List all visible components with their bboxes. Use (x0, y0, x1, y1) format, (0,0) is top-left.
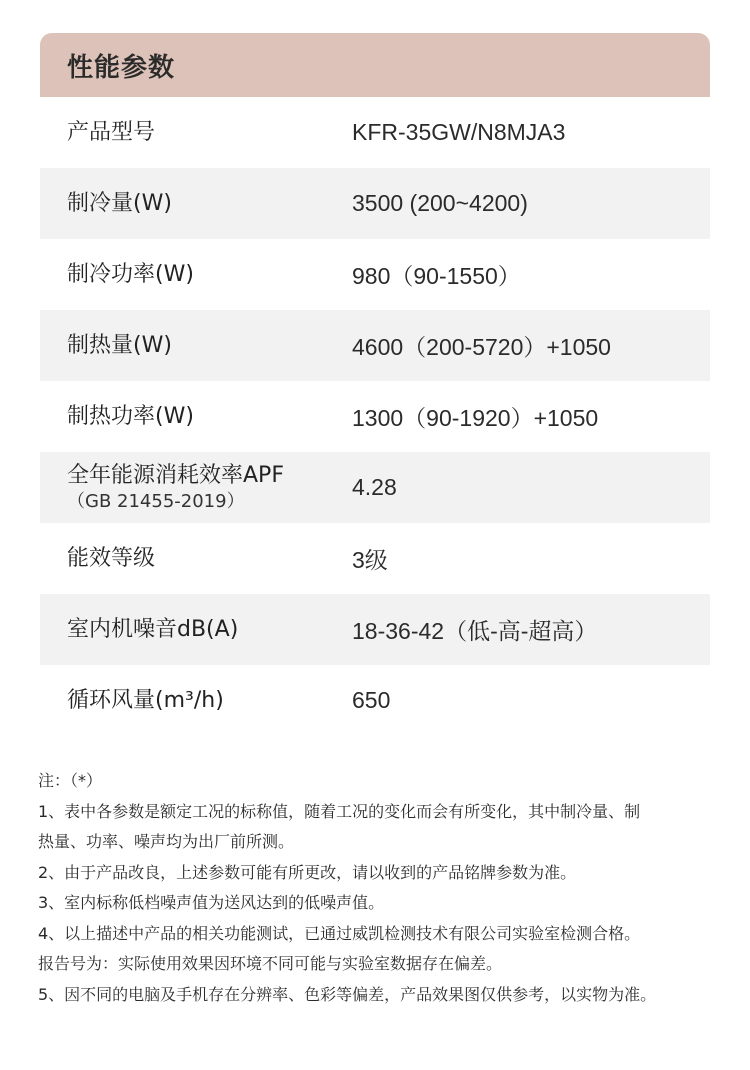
spec-row-apf (40, 452, 710, 523)
spec-value: 3级 (352, 547, 388, 573)
notes-section (38, 766, 728, 1010)
note-line: 报告号为：实际使用效果因环境不同可能与实验室数据存在偏差。 (38, 954, 503, 973)
spec-label-text: 制热功率(W) (67, 403, 194, 429)
spec-label (40, 119, 352, 147)
spec-label-text: 全年能源消耗效率APF (67, 463, 284, 489)
spec-row-indoor-noise (40, 594, 710, 665)
note-heading: 注：（*） (38, 771, 103, 790)
spec-label-text: 室内机噪音dB(A) (67, 616, 239, 642)
spec-value: 980（90-1550） (352, 263, 521, 289)
spec-sublabel: （GB 21455-2019） (67, 490, 245, 512)
spec-label (40, 545, 352, 573)
spec-label (40, 190, 352, 218)
spec-label (40, 332, 352, 360)
spec-row-cooling-power (40, 239, 710, 310)
spec-label (40, 462, 352, 513)
spec-label-text: 制冷功率(W) (67, 261, 194, 287)
spec-value: 650 (352, 687, 391, 713)
spec-label-text: 制冷量(W) (67, 190, 172, 216)
spec-label (40, 616, 352, 644)
spec-table (40, 33, 710, 736)
spec-label-text: 循环风量(m³/h) (67, 687, 224, 713)
note-line: 4、以上描述中产品的相关功能测试，已通过威凯检测技术有限公司实验室检测合格。 (38, 923, 641, 943)
spec-label-text: 产品型号 (67, 119, 156, 145)
spec-value: 3500 (200~4200) (352, 190, 528, 216)
note-line: 2、由于产品改良，上述参数可能有所更改，请以收到的产品铭牌参数为准。 (38, 862, 577, 882)
spec-label-text: 制热量(W) (67, 332, 172, 358)
spec-row-energy-grade (40, 523, 710, 594)
note-line: 热量、功率、噪声均为出厂前所测。 (38, 832, 295, 851)
spec-row-heating-power (40, 381, 710, 452)
note-line: 5、因不同的电脑及手机存在分辨率、色彩等偏差，产品效果图仅供参考，以实物为准。 (38, 984, 657, 1004)
spec-value: 4600（200-5720）+1050 (352, 334, 611, 360)
spec-row-model (40, 97, 710, 168)
spec-label (40, 403, 352, 431)
spec-row-heating-capacity (40, 310, 710, 381)
spec-value: 18-36-42（低-高-超高） (352, 618, 598, 644)
note-line: 1、表中各参数是额定工况的标称值，随着工况的变化而会有所变化，其中制冷量、制 (38, 801, 641, 821)
spec-value: 1300（90-1920）+1050 (352, 405, 599, 431)
spec-value: 4.28 (352, 474, 397, 500)
spec-table-title: 性能参数 (67, 52, 176, 83)
spec-row-airflow (40, 665, 710, 736)
spec-row-cooling-capacity (40, 168, 710, 239)
spec-value: KFR-35GW/N8MJA3 (352, 119, 566, 145)
note-line: 3、室内标称低档噪声值为送风达到的低噪声值。 (38, 893, 385, 912)
spec-label-text: 能效等级 (67, 545, 156, 571)
spec-label (40, 261, 352, 289)
spec-table-header (40, 33, 710, 97)
spec-label (40, 687, 352, 715)
